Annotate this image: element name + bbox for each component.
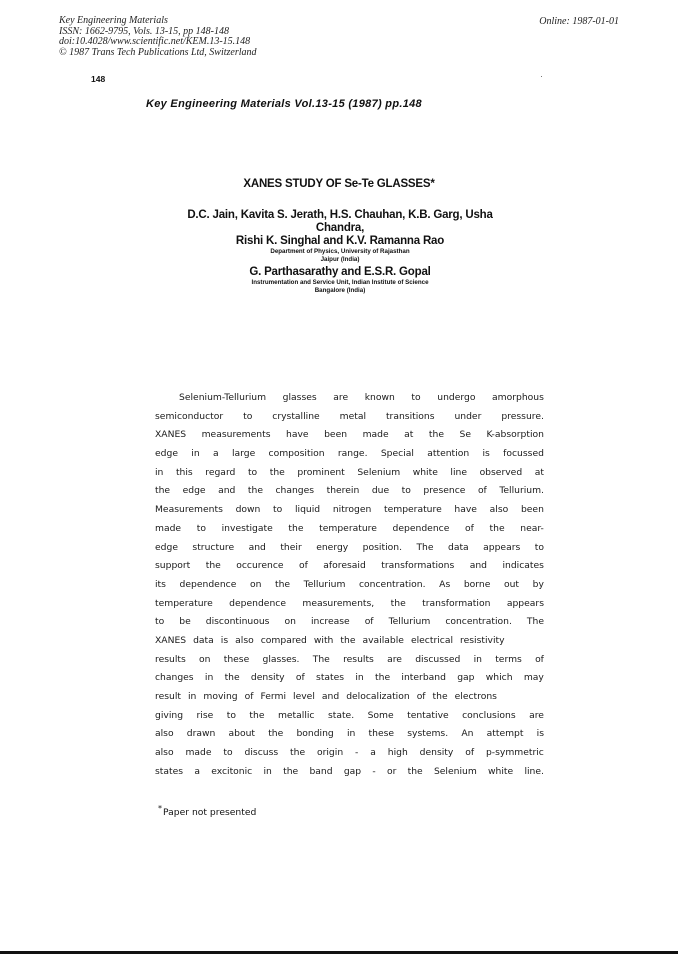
abstract-line: XANES measurements have been made at the Se K-absorption bbox=[155, 429, 544, 441]
authors-line-3: Rishi K. Singhal and K.V. Ramanna Rao bbox=[235, 235, 445, 247]
affiliation-2-line-1: Instrumentation and Service Unit, Indian Institute of Science bbox=[251, 279, 429, 286]
footnote-marker: * bbox=[158, 804, 162, 813]
abstract-line: to be discontinuous on increase of Tellurium concentration. The bbox=[155, 616, 544, 628]
abstract-line: semiconductor to crystalline metal transitions under pressure. bbox=[155, 410, 544, 422]
page-number: 148 bbox=[91, 74, 106, 84]
paper-title: XANES STUDY OF Se-Te GLASSES* bbox=[243, 178, 435, 190]
abstract-line: edge structure and their energy position. The data appears to bbox=[155, 541, 544, 553]
abstract-line: result in moving of Fermi level and delocalization of the electrons bbox=[155, 691, 497, 702]
citation-journal: Key Engineering Materials bbox=[59, 15, 168, 26]
abstract-line: temperature dependence measurements, the transformation appears bbox=[155, 597, 544, 609]
abstract-line: also drawn about the bonding in these systems. An attempt is bbox=[155, 728, 544, 740]
citation-doi: doi:10.4028/www.scientific.net/KEM.13-15.148 bbox=[59, 36, 251, 48]
abstract-line: the edge and the changes therein due to presence of Tellurium. bbox=[155, 485, 544, 497]
footnote-text: Paper not presented bbox=[163, 807, 257, 818]
affiliation-1-line-1: Department of Physics, University of Rajasthan bbox=[270, 248, 410, 255]
abstract-line: edge in a large composition range. Special attention is focussed bbox=[155, 448, 544, 460]
online-date: Online: 1987-01-01 bbox=[539, 16, 619, 27]
abstract-line: XANES data is also compared with the available electrical resistivity bbox=[155, 634, 505, 646]
affiliation-2-line-2: Bangalore (India) bbox=[314, 287, 366, 294]
abstract-line: also made to discuss the origin - a high density of p-symmetric bbox=[155, 747, 544, 759]
author-block bbox=[140, 209, 540, 295]
scan-speck bbox=[541, 76, 542, 77]
abstract-line: made to investigate the temperature dependence of the near- bbox=[155, 522, 544, 534]
journal-running-head: Key Engineering Materials Vol.13-15 (1987) pp.148 bbox=[146, 98, 422, 110]
affiliation-1-line-2: Jaipur (India) bbox=[320, 256, 360, 263]
abstract-line: its dependence on the Tellurium concentration. As borne out by bbox=[155, 578, 544, 590]
abstract-body bbox=[155, 389, 544, 781]
abstract-line: states a excitonic in the band gap - or the Selenium white line. bbox=[155, 765, 544, 777]
authors-line-2: Chandra, bbox=[315, 222, 365, 234]
abstract-line: giving rise to the metallic state. Some tentative conclusions are bbox=[155, 709, 544, 721]
citation-header bbox=[59, 16, 257, 58]
affiliation-2 bbox=[140, 279, 540, 295]
authors-line-1: D.C. Jain, Kavita S. Jerath, H.S. Chauhan, K.B. Garg, Usha bbox=[187, 209, 493, 221]
footnote bbox=[158, 804, 256, 818]
citation-issn: ISSN: 1662-9795, Vols. 13-15, pp 148-148 bbox=[59, 25, 229, 37]
abstract-line: in this regard to the prominent Selenium white line observed at bbox=[155, 466, 544, 478]
page-bottom-rule bbox=[0, 951, 678, 954]
abstract-line: support the occurence of aforesaid transformations and indicates bbox=[155, 560, 544, 572]
affiliation-1 bbox=[140, 248, 540, 264]
abstract-line: Measurements down to liquid nitrogen temperature have also been bbox=[155, 504, 544, 516]
citation-copyright: © 1987 Trans Tech Publications Ltd, Switzerland bbox=[59, 46, 257, 58]
abstract-line: Selenium-Tellurium glasses are known to undergo amorphous bbox=[179, 392, 544, 403]
authors-group-2: G. Parthasarathy and E.S.R. Gopal bbox=[249, 266, 431, 278]
abstract-line: results on these glasses. The results are discussed in terms of bbox=[155, 653, 544, 665]
abstract-line: changes in the density of states in the interband gap which may bbox=[155, 672, 544, 684]
